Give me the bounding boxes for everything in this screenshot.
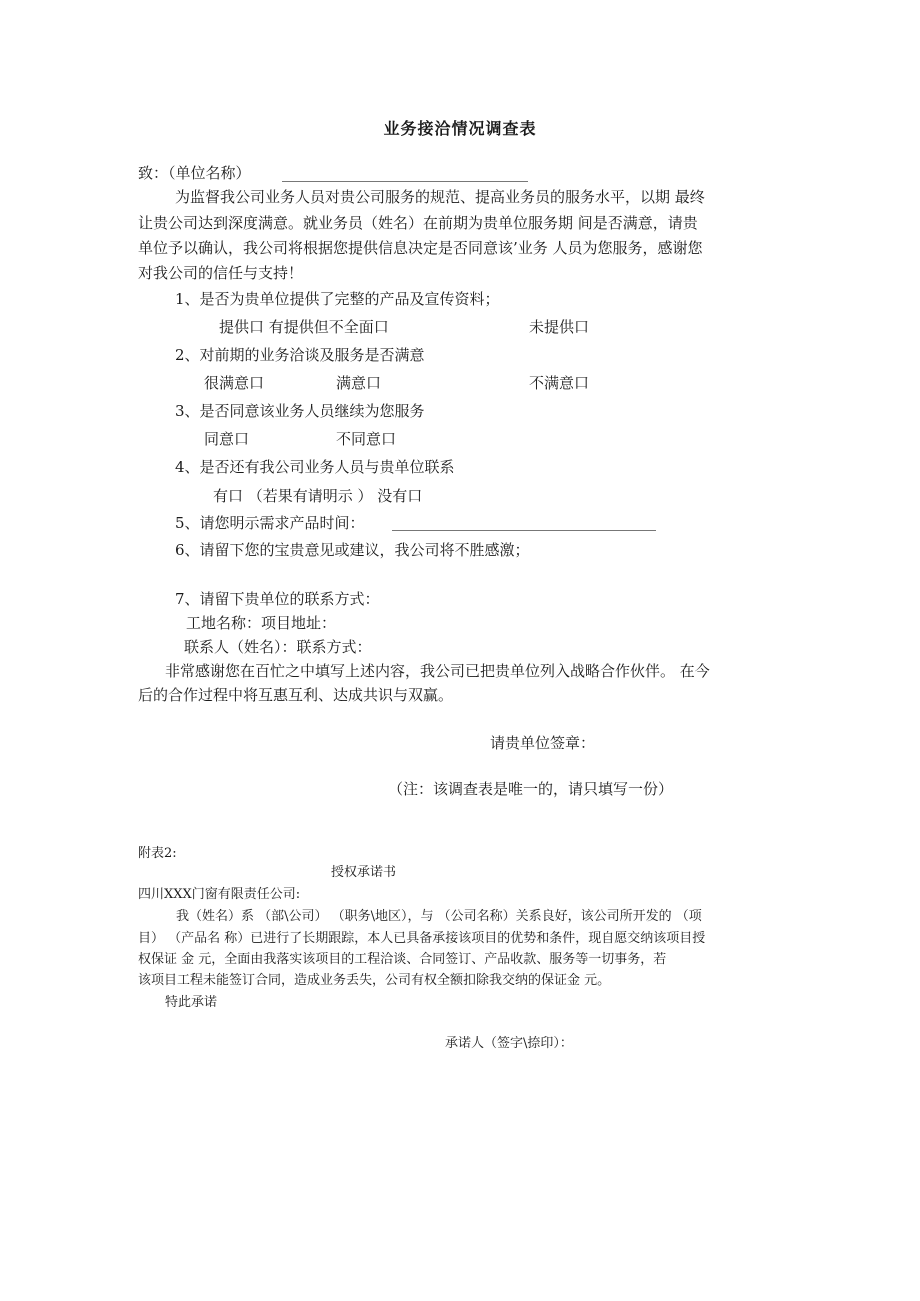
survey-note: （注：该调查表是唯一的，请只填写一份） [388, 780, 674, 798]
question-1: 1、是否为贵单位提供了完整的产品及宣传资料； [175, 290, 500, 308]
question-6: 6、请留下您的宝贵意见或建议，我公司将不胜感激； [175, 541, 530, 559]
q3-option-disagree[interactable]: 不同意口 [336, 430, 397, 448]
appendix-body-line-4: 该项目工程未能签订合同，造成业务丢失，公司有权全额扣除我交纳的保证金 元。 [138, 973, 611, 988]
q1-option-provided[interactable]: 提供口 有提供但不全面口 [219, 318, 389, 336]
closing-line-1: 非常感谢您在百忙之中填写上述内容，我公司已把贵单位列入战略合作伙伴。 在今 [165, 662, 710, 680]
q7-contact-line: 联系人（姓名）：联系方式： [184, 638, 372, 656]
q2-option-very-satisfied[interactable]: 很满意口 [204, 374, 265, 392]
q2-option-unsatisfied[interactable]: 不满意口 [529, 374, 590, 392]
q7-site-line: 工地名称：项目地址： [186, 614, 337, 632]
question-2: 2、对前期的业务洽谈及服务是否满意 [175, 346, 425, 364]
intro-line-4: 对我公司的信任与支持！ [138, 264, 304, 282]
intro-line-2: 让贵公司达到深度满意。就业务员（姓名）在前期为贵单位服务期 间是否满意，请贵 [138, 214, 698, 232]
question-4: 4、是否还有我公司业务人员与贵单位联系 [175, 458, 455, 476]
appendix-body-line-1: 我（姓名）系 （部\公司） （职务\地区），与 （公司名称）关系良好，该公司所开发的 （项 [176, 909, 702, 924]
intro-line-3: 单位予以确认，我公司将根据您提供信息决定是否同意该’业务 人员为您服务，感谢您 [138, 239, 703, 257]
q1-option-not-provided[interactable]: 未提供口 [529, 318, 590, 336]
q2-option-satisfied[interactable]: 满意口 [336, 374, 382, 392]
demand-time-blank[interactable] [392, 530, 656, 531]
appendix-signature: 承诺人（签字\捺印）： [445, 1036, 573, 1051]
question-5: 5、请您明示需求产品时间： [175, 514, 365, 532]
unit-name-blank [282, 181, 528, 182]
appendix-label: 附表2: [138, 846, 177, 861]
to-label: 致：（单位名称） [138, 164, 251, 182]
appendix-body-line-2: 目） （产品名 称）已进行了长期跟踪，本人已具备承接该项目的优势和条件，现自愿交纳该项目授 [138, 931, 706, 946]
page-title: 业务接洽情况调查表 [383, 119, 537, 138]
appendix-body-line-3: 权保证 金 元，全面由我落实该项目的工程洽谈、合同签订、产品收款、服务等一切事务，若 [138, 952, 667, 967]
closing-line-2: 后的合作过程中将互惠互利、达成共识与双赢。 [138, 686, 454, 704]
appendix-addressee: 四川XXX门窗有限责任公司: [138, 887, 301, 902]
q3-option-agree[interactable]: 同意口 [204, 430, 250, 448]
q4-options[interactable]: 有口 （若果有请明示 ） 没有口 [213, 487, 423, 505]
appendix-title: 授权承诺书 [331, 865, 397, 880]
question-3: 3、是否同意该业务人员继续为您服务 [175, 402, 425, 420]
appendix-closing: 特此承诺 [165, 995, 218, 1010]
question-7: 7、请留下贵单位的联系方式： [175, 590, 380, 608]
seal-label: 请贵单位签章： [490, 734, 596, 752]
intro-line-1: 为监督我公司业务人员对贵公司服务的规范、提高业务员的服务水平，以期 最终 [175, 188, 705, 206]
